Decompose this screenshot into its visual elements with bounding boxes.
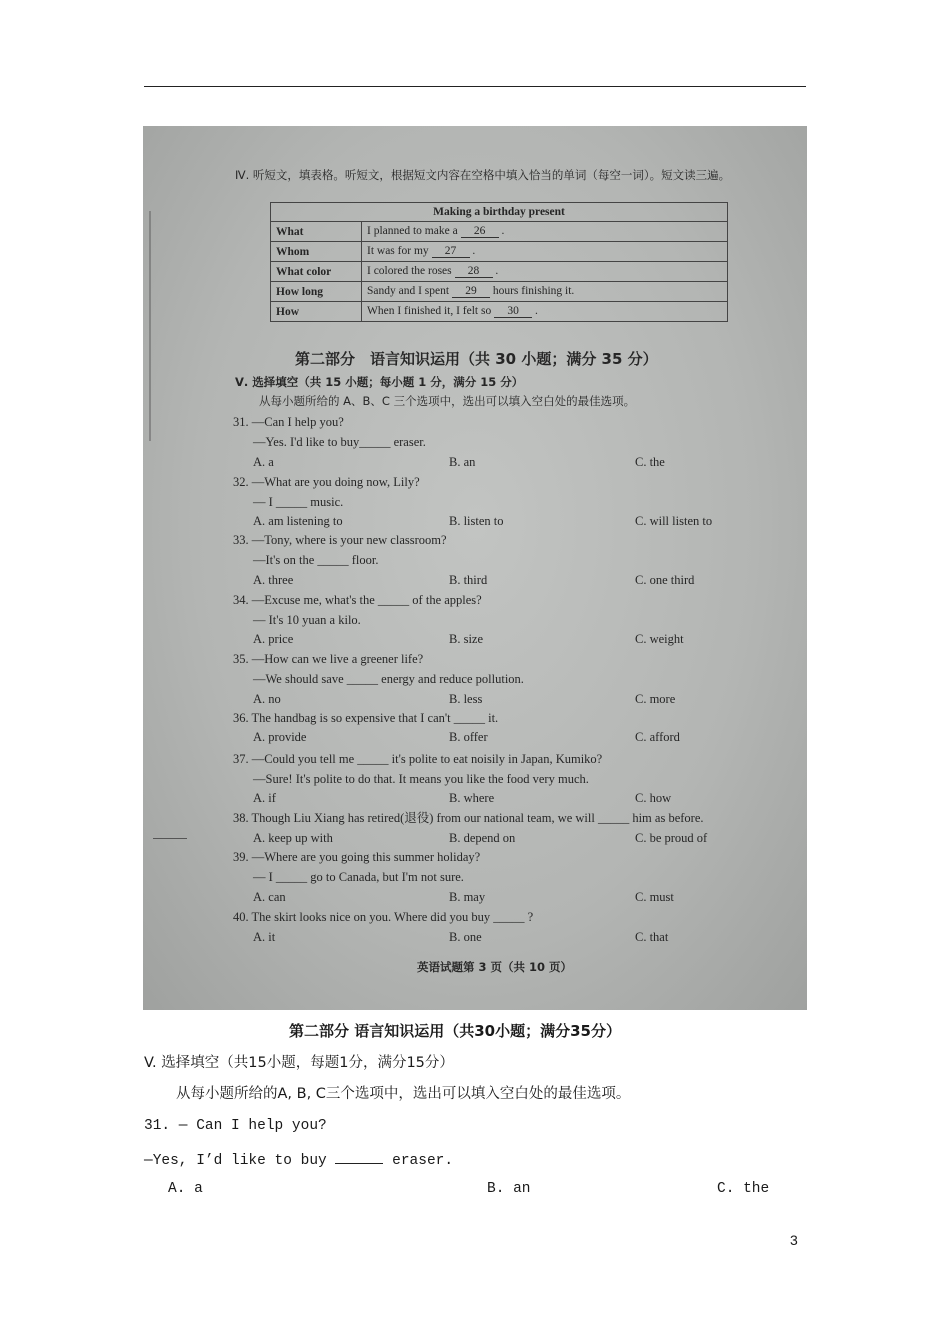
question-line: — It's 10 yuan a kilo.	[253, 613, 361, 627]
option-a: A. no	[253, 692, 281, 706]
row-text-before: I colored the roses	[367, 265, 452, 277]
option-b: B. an	[449, 455, 476, 469]
part2-title: 第二部分 语言知识运用（共30小题；满分35分）	[289, 1022, 621, 1040]
row-key: How	[271, 302, 362, 322]
option-a: A. keep up with	[253, 831, 333, 845]
question-line: —Yes. I'd like to buy_____ eraser.	[253, 435, 426, 449]
table-row	[271, 242, 728, 262]
option-b: B. listen to	[449, 514, 504, 528]
row-text-after: .	[501, 225, 505, 237]
option-a: A. provide	[253, 730, 307, 744]
option-b: B. size	[449, 632, 484, 646]
question-line: 36. The handbag is so expensive that I can't _____ it.	[233, 711, 499, 725]
table-row	[271, 282, 728, 302]
option-c: C. weight	[635, 632, 684, 646]
question-line: 34. —Excuse me, what's the _____ of the apples?	[233, 593, 482, 607]
option-b: B. one	[449, 930, 482, 944]
photo-margin-dash	[153, 838, 187, 839]
section4-instruction: Ⅳ. 听短文，填表格。听短文，根据短文内容在空格中填入恰当的单词（每空一词）。短文读三遍。	[235, 168, 731, 182]
question-line: —It's on the _____ floor.	[253, 553, 379, 567]
question-line: — I _____ music.	[253, 495, 344, 509]
birthday-table	[270, 202, 728, 322]
question-line: —We should save _____ energy and reduce pollution.	[253, 672, 524, 686]
option-c: C. be proud of	[635, 831, 708, 845]
table-row	[271, 262, 728, 282]
option-a: A. can	[253, 890, 286, 904]
option-c: C. must	[635, 890, 674, 904]
option-b: B. an	[487, 1181, 531, 1197]
q31-line2-before: —Yes, I’d like to buy	[144, 1153, 336, 1169]
row-value	[362, 262, 728, 282]
table-row	[271, 222, 728, 242]
blank-number: 30	[494, 305, 532, 318]
row-text-after: hours finishing it.	[492, 285, 575, 297]
question-line: 35. —How can we live a greener life?	[233, 652, 424, 666]
blank-number: 28	[455, 265, 493, 278]
row-text-after: .	[495, 265, 499, 277]
section5-title: V. 选择填空（共15小题，每题1分，满分15分）	[144, 1055, 454, 1071]
question-line: 32. —What are you doing now, Lily?	[233, 475, 420, 489]
question-line: 38. Though Liu Xiang has retired(退役) from our national team, we will _____ him as before.	[233, 811, 704, 825]
option-c: C. more	[635, 692, 676, 706]
table-caption: Making a birthday present	[271, 203, 728, 222]
option-b: B. may	[449, 890, 486, 904]
option-a: A. three	[253, 573, 294, 587]
photo-page-footer: 英语试题第 3 页（共 10 页）	[417, 960, 573, 974]
row-value	[362, 242, 728, 262]
option-b: B. offer	[449, 730, 488, 744]
row-text-after: .	[534, 305, 538, 317]
page-number: 3	[790, 1232, 798, 1248]
row-text-after: .	[472, 245, 476, 257]
photo-section5-instruction: 从每小题所给的 A、B、C 三个选项中，选出可以填入空白处的最佳选项。	[259, 394, 636, 408]
blank-number: 26	[461, 225, 499, 238]
question-line: 37. —Could you tell me _____ it's polite to eat noisily in Japan, Kumiko?	[233, 752, 603, 766]
option-a: A. it	[253, 930, 276, 944]
option-c: C. afford	[635, 730, 680, 744]
option-a: A. a	[253, 455, 274, 469]
row-key: What color	[271, 262, 362, 282]
question-line: 40. The skirt looks nice on you. Where did you buy _____ ?	[233, 910, 534, 924]
row-text-before: When I finished it, I felt so	[367, 305, 492, 317]
option-c: C. will listen to	[635, 514, 713, 528]
row-value	[362, 222, 728, 242]
option-c: C. the	[635, 455, 665, 469]
row-text-before: It was for my	[367, 245, 429, 257]
question-line: 33. —Tony, where is your new classroom?	[233, 533, 447, 547]
option-b: B. depend on	[449, 831, 516, 845]
option-a: A. a	[168, 1181, 203, 1197]
option-c: C. how	[635, 791, 672, 805]
option-b: B. where	[449, 791, 495, 805]
photo-edge-mark	[149, 211, 151, 441]
row-value	[362, 302, 728, 322]
blank-number: 27	[432, 245, 470, 258]
photo-part2-title: 第二部分 语言知识运用（共 30 小题；满分 35 分）	[295, 350, 658, 368]
q31-line2-after: eraser.	[383, 1153, 454, 1169]
row-key: Whom	[271, 242, 362, 262]
exam-photo	[143, 126, 807, 1010]
blank-number: 29	[452, 285, 490, 298]
option-b: B. less	[449, 692, 483, 706]
photo-section5-title: Ⅴ. 选择填空（共 15 小题；每小题 1 分，满分 15 分）	[235, 375, 524, 389]
row-value	[362, 282, 728, 302]
answer-blank	[335, 1151, 383, 1164]
option-a: A. am listening to	[253, 514, 343, 528]
option-a: A. if	[253, 791, 276, 805]
option-a: A. price	[253, 632, 294, 646]
option-c: C. the	[717, 1181, 770, 1197]
question-line: 39. —Where are you going this summer holiday?	[233, 850, 481, 864]
question-line: —Sure! It's polite to do that. It means you like the food very much.	[253, 772, 589, 786]
q31-line2	[144, 1151, 453, 1169]
instruction: 从每小题所给的A, B, C三个选项中，选出可以填入空白处的最佳选项。	[176, 1086, 631, 1102]
row-key: How long	[271, 282, 362, 302]
row-text-before: I planned to make a	[367, 225, 458, 237]
table-row	[271, 302, 728, 322]
question-line: 31. —Can I help you?	[233, 415, 344, 429]
option-c: C. one third	[635, 573, 695, 587]
option-c: C. that	[635, 930, 669, 944]
row-key: What	[271, 222, 362, 242]
header-rule	[144, 86, 806, 87]
row-text-before: Sandy and I spent	[367, 285, 450, 297]
q31-line1: 31. — Can I help you?	[144, 1118, 327, 1134]
question-line: — I _____ go to Canada, but I'm not sure.	[253, 870, 464, 884]
option-b: B. third	[449, 573, 488, 587]
